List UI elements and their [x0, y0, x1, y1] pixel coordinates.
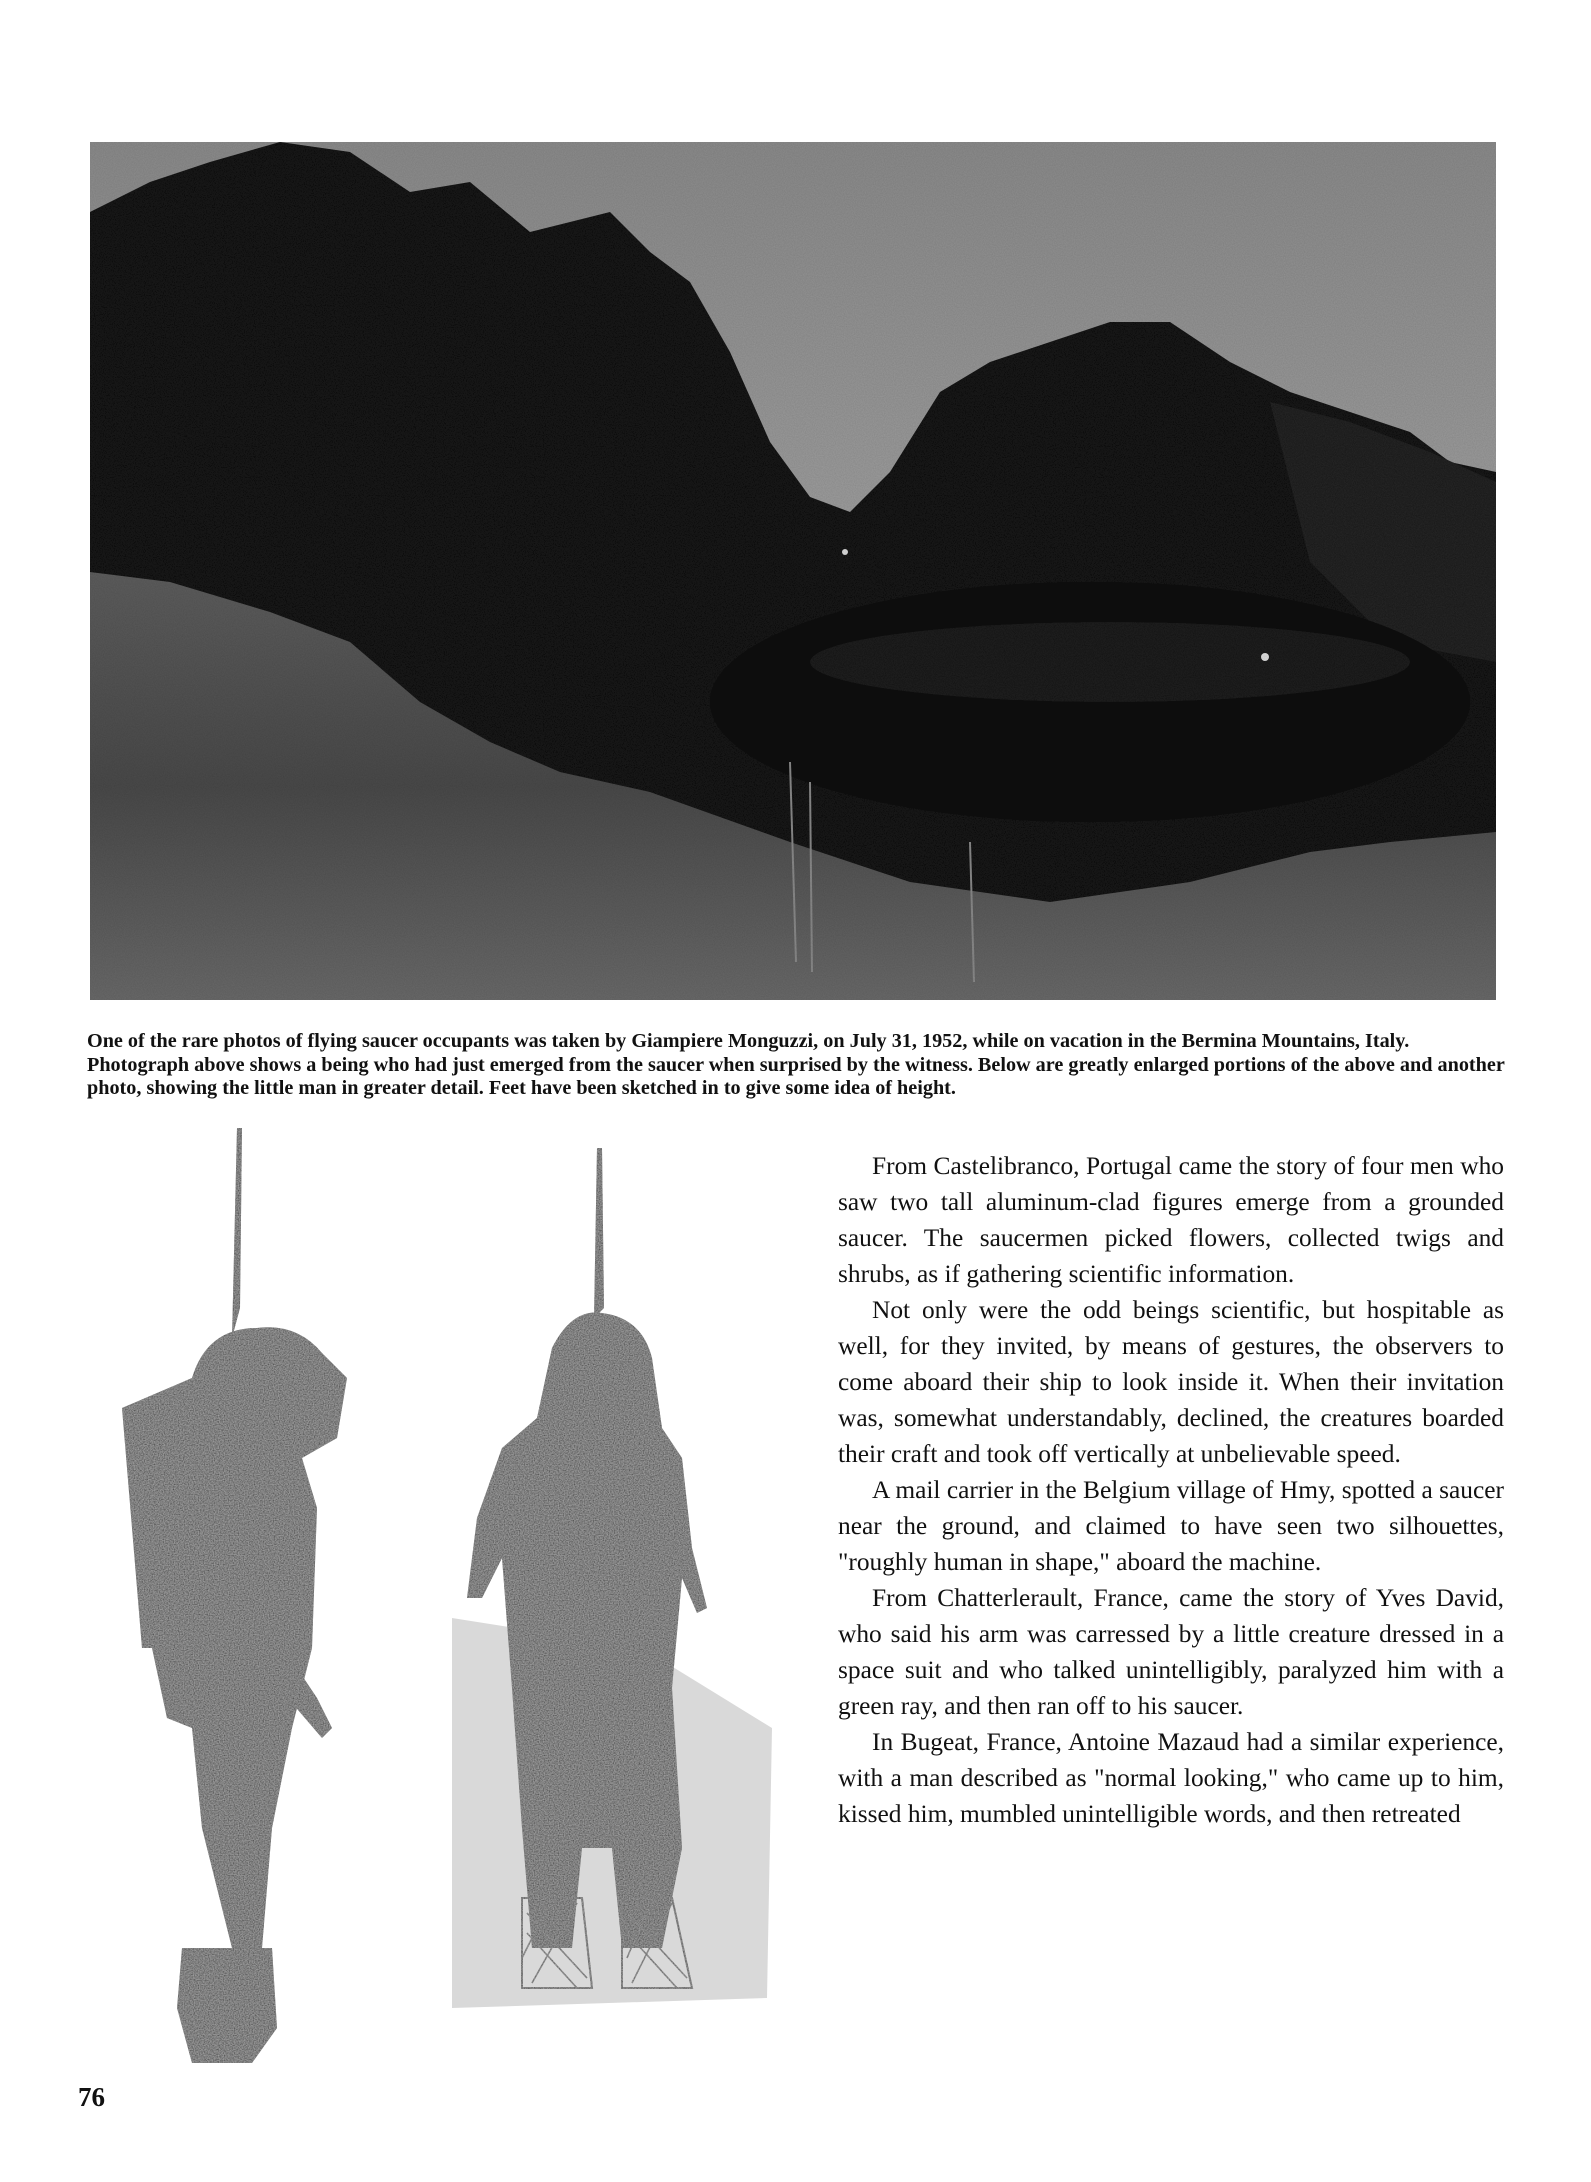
paragraph-hospitable-beings: Not only were the odd beings scientific, but hospitable as well, for they invited, by means of gestures, the observers to come aboard their ship to look inside it. When their invitation was, somewhat understandably, declined, the creatures boarded their craft and took off vertically at unbelievable speed. — [838, 1296, 1504, 1468]
page-number: 76 — [78, 2082, 105, 2112]
article-text-column — [838, 1148, 1504, 1832]
saucer-landscape-photo — [90, 142, 1496, 1000]
paragraph-mail-carrier: A mail carrier in the Belgium village of Hmy, spotted a saucer near the ground, and claimed to have seen two silhouettes, "roughly human in shape," aboard the machine. — [838, 1476, 1504, 1576]
enlarged-figures-photo — [82, 1128, 782, 2078]
photo-caption: One of the rare photos of flying saucer occupants was taken by Giampiere Monguzzi, on July 31, 1952, while on vacation in the Bermina Mountains, Italy. Photograph above shows a being who had just emerged from the saucer when surprised by the witness. Below are greatly enlarged portions of the above and another photo, showing the little man in greater detail. Feet have been sketched in to give some idea of height. — [87, 1030, 1505, 1099]
paragraph-yves-david: From Chatterlerault, France, came the story of Yves David, who said his arm was carressed by a little creature dressed in a space suit and who talked unintelligibly, paralyzed him with a green ray, and then ran off to his saucer. — [838, 1584, 1504, 1720]
paragraph-castelibranco: From Castelibranco, Portugal came the story of four men who saw two tall aluminum-clad figures emerge from a grounded saucer. The saucermen picked flowers, collected twigs and shrubs, as if gathering scientific information. — [838, 1152, 1504, 1288]
paragraph-antoine-mazaud: In Bugeat, France, Antoine Mazaud had a similar experience, with a man described as "normal looking," who came up to him, kissed him, mumbled unintelligible words, and then retreated — [838, 1728, 1504, 1828]
